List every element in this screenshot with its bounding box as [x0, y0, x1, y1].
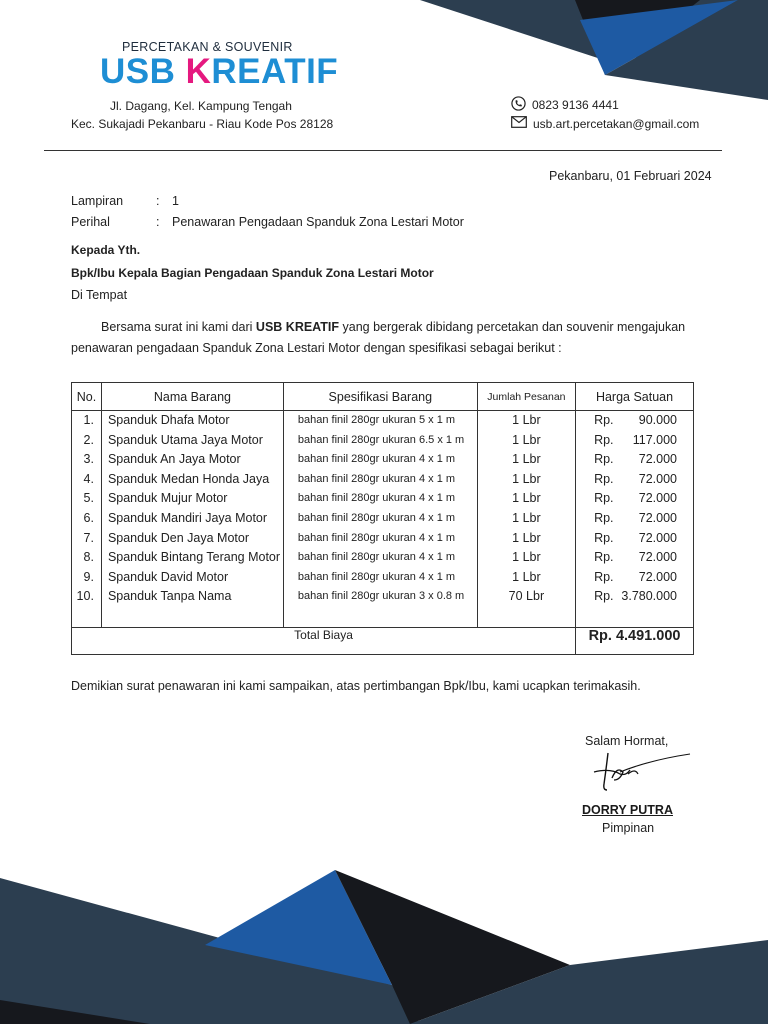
cell-qty: 1 Lbr — [477, 450, 575, 470]
cell-qty: 1 Lbr — [477, 529, 575, 549]
total-value: Rp. 4.491.000 — [576, 627, 694, 654]
price-wrap — [576, 489, 693, 509]
table-row — [72, 548, 694, 568]
cell-no: 3. — [72, 450, 102, 470]
price-currency: Rp. — [594, 452, 614, 467]
items-table — [71, 382, 694, 655]
cell-price — [576, 470, 694, 490]
table-row — [72, 431, 694, 451]
cell-qty: 1 Lbr — [477, 411, 575, 431]
cell-name: Spanduk An Jaya Motor — [101, 450, 283, 470]
cell-price — [576, 568, 694, 588]
price-currency: Rp. — [594, 471, 614, 486]
spacer-cell — [576, 607, 694, 628]
spacer-cell — [477, 607, 575, 628]
email-address: usb.art.percetakan@gmail.com — [533, 116, 700, 131]
price-value: 72.000 — [638, 569, 677, 584]
address-line-1: Jl. Dagang, Kel. Kampung Tengah — [110, 99, 292, 113]
perihal-colon: : — [156, 215, 160, 229]
cell-name: Spanduk Den Jaya Motor — [101, 529, 283, 549]
spacer-cell — [72, 607, 102, 628]
cell-spec: bahan finil 280gr ukuran 4 x 1 m — [283, 548, 477, 568]
closing-text: Demikian surat penawaran ini kami sampaikan, atas pertimbangan Bpk/Ibu, kami ucapkan terimakasih. — [71, 679, 641, 693]
cell-qty: 1 Lbr — [477, 489, 575, 509]
table-row — [72, 470, 694, 490]
lampiran-label: Lampiran — [71, 194, 124, 208]
table-row — [72, 529, 694, 549]
price-wrap — [576, 568, 693, 588]
cell-no: 1. — [72, 411, 102, 431]
price-wrap — [576, 548, 693, 568]
cell-qty: 1 Lbr — [477, 548, 575, 568]
cell-spec: bahan finil 280gr ukuran 4 x 1 m — [283, 489, 477, 509]
cell-qty: 1 Lbr — [477, 470, 575, 490]
cell-price — [576, 587, 694, 607]
lampiran-value: 1 — [172, 194, 179, 208]
cell-qty: 1 Lbr — [477, 509, 575, 529]
cell-name: Spanduk Medan Honda Jaya — [101, 470, 283, 490]
intro-line-2: penawaran pengadaan Spanduk Zona Lestari Motor dengan spesifikasi sebagai berikut : — [71, 341, 562, 355]
price-currency: Rp. — [594, 432, 614, 447]
header-name: Nama Barang — [101, 383, 283, 411]
total-label: Total Biaya — [72, 627, 576, 654]
cell-spec: bahan finil 280gr ukuran 4 x 1 m — [283, 529, 477, 549]
lampiran-colon: : — [156, 194, 160, 208]
price-wrap — [576, 431, 693, 451]
header-qty: Jumlah Pesanan — [477, 383, 575, 411]
cell-name: Spanduk David Motor — [101, 568, 283, 588]
price-value: 72.000 — [638, 452, 677, 467]
price-currency: Rp. — [594, 510, 614, 525]
table-row — [72, 450, 694, 470]
logo-tagline: PERCETAKAN & SOUVENIR — [122, 40, 293, 54]
contact-email — [511, 116, 699, 131]
table-row — [72, 568, 694, 588]
cell-price — [576, 509, 694, 529]
spacer-cell — [101, 607, 283, 628]
price-currency: Rp. — [594, 413, 614, 427]
table-row — [72, 509, 694, 529]
cell-name: Spanduk Bintang Terang Motor — [101, 548, 283, 568]
price-currency: Rp. — [594, 530, 614, 545]
table-spacer-row — [72, 607, 694, 628]
header-no: No. — [72, 383, 102, 411]
header-price: Harga Satuan — [576, 383, 694, 411]
table-row — [72, 587, 694, 607]
header-divider — [44, 150, 722, 151]
price-value: 72.000 — [638, 550, 677, 565]
cell-no: 7. — [72, 529, 102, 549]
phone-icon — [511, 96, 526, 114]
price-value: 72.000 — [638, 530, 677, 545]
cell-name: Spanduk Mandiri Jaya Motor — [101, 509, 283, 529]
price-currency: Rp. — [594, 550, 614, 565]
intro-line-1: Bersama surat ini kami dari USB KREATIF yang bergerak dibidang percetakan dan souvenir mengajukan — [101, 320, 686, 334]
cell-spec: bahan finil 280gr ukuran 5 x 1 m — [283, 411, 477, 431]
place-date: Pekanbaru, 01 Februari 2024 — [549, 169, 712, 183]
cell-qty: 70 Lbr — [477, 587, 575, 607]
recipient: Bpk/Ibu Kepala Bagian Pengadaan Spanduk Zona Lestari Motor — [71, 266, 434, 280]
address-line-2: Kec. Sukajadi Pekanbaru - Riau Kode Pos 28128 — [71, 117, 334, 131]
perihal-label: Perihal — [71, 215, 110, 229]
contact-phone — [511, 96, 619, 114]
price-wrap — [576, 587, 693, 607]
cell-no: 4. — [72, 470, 102, 490]
logo-brand: USB KREATIF — [100, 52, 339, 91]
cell-spec: bahan finil 280gr ukuran 3 x 0.8 m — [283, 587, 477, 607]
price-currency: Rp. — [594, 491, 614, 506]
to-heading: Kepada Yth. — [71, 243, 141, 257]
spacer-cell — [283, 607, 477, 628]
cell-no: 9. — [72, 568, 102, 588]
cell-price — [576, 489, 694, 509]
price-value: 72.000 — [638, 471, 677, 486]
total-row — [72, 627, 694, 654]
price-wrap — [576, 450, 693, 470]
cell-qty: 1 Lbr — [477, 431, 575, 451]
cell-qty: 1 Lbr — [477, 568, 575, 588]
envelope-icon — [511, 116, 527, 131]
cell-price — [576, 450, 694, 470]
signature-mark — [590, 748, 695, 794]
price-currency: Rp. — [594, 589, 614, 604]
cell-price — [576, 431, 694, 451]
cell-name: Spanduk Tanpa Nama — [101, 587, 283, 607]
cell-no: 10. — [72, 587, 102, 607]
cell-price — [576, 529, 694, 549]
price-wrap — [576, 470, 693, 490]
cell-no: 6. — [72, 509, 102, 529]
price-value: 72.000 — [638, 491, 677, 506]
price-value: 72.000 — [638, 510, 677, 525]
cell-no: 2. — [72, 431, 102, 451]
greeting: Salam Hormat, — [585, 734, 669, 748]
price-wrap — [576, 411, 693, 431]
cell-spec: bahan finil 280gr ukuran 4 x 1 m — [283, 568, 477, 588]
cell-spec: bahan finil 280gr ukuran 4 x 1 m — [283, 470, 477, 490]
table-row — [72, 411, 694, 431]
price-wrap — [576, 529, 693, 549]
price-value: 117.000 — [632, 432, 677, 447]
signatory-name: DORRY PUTRA — [582, 803, 673, 817]
cell-spec: bahan finil 280gr ukuran 4 x 1 m — [283, 450, 477, 470]
price-value: 3.780.000 — [621, 589, 677, 604]
cell-price — [576, 411, 694, 431]
signatory-title: Pimpinan — [602, 821, 655, 835]
perihal-value: Penawaran Pengadaan Spanduk Zona Lestari Motor — [172, 215, 464, 229]
cell-name: Spanduk Dhafa Motor — [101, 411, 283, 431]
cell-name: Spanduk Utama Jaya Motor — [101, 431, 283, 451]
cell-price — [576, 548, 694, 568]
price-wrap — [576, 509, 693, 529]
table-row — [72, 489, 694, 509]
location: Di Tempat — [71, 288, 128, 302]
table-header-row — [72, 383, 694, 411]
cell-no: 5. — [72, 489, 102, 509]
header-spec: Spesifikasi Barang — [283, 383, 477, 411]
cell-no: 8. — [72, 548, 102, 568]
cell-spec: bahan finil 280gr ukuran 6.5 x 1 m — [283, 431, 477, 451]
cell-name: Spanduk Mujur Motor — [101, 489, 283, 509]
phone-number: 0823 9136 4441 — [532, 98, 619, 112]
price-value: 90.000 — [638, 413, 677, 427]
cell-spec: bahan finil 280gr ukuran 4 x 1 m — [283, 509, 477, 529]
price-currency: Rp. — [594, 569, 614, 584]
